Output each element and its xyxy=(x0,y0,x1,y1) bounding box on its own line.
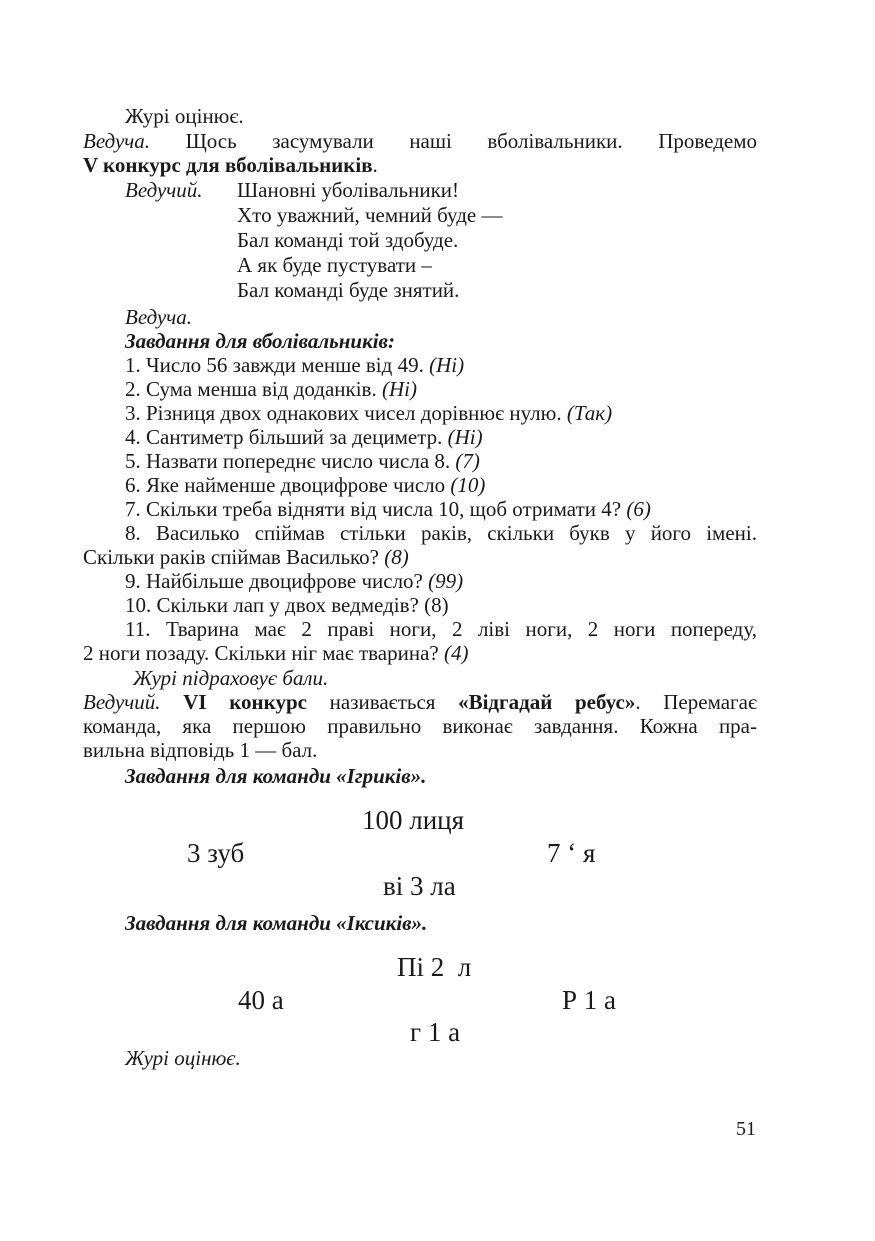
question-item: 8. Василько спіймав стільки раків, скільки букв у його імені. xyxy=(125,521,757,545)
contest-intro: Ведучий. VI конкурс називається «Відгадай ребус». Перемагає xyxy=(83,690,757,714)
team-heading-iksiks: Завдання для команди «Іксиків». xyxy=(125,911,428,935)
rebus-bottom: г 1 а xyxy=(410,1017,461,1047)
answer: (99) xyxy=(428,569,464,593)
question-item: 4. Сантиметр більший за дециметр. (Ні) xyxy=(125,425,483,449)
rebus-right: 7 ‘ я xyxy=(547,838,596,868)
answer: (Ні) xyxy=(447,425,483,449)
question-item: 11. Тварина має 2 праві ноги, 2 ліві ноги, 2 ноги попереду, xyxy=(125,617,757,641)
poem-line: Бал команді той здобуде. xyxy=(237,228,459,252)
question-item: 6. Яке найменше двоцифрове число (10) xyxy=(125,473,486,497)
rebus-top: Пі 2 л xyxy=(397,952,472,982)
host-line: Ведуча. Щось засумували наші вболівальники. Проведемо xyxy=(83,129,757,153)
question-item: 10. Скільки лап у двох ведмедів? (8) xyxy=(125,593,449,617)
contest-intro-line: команда, яка першою правильно виконає завдання. Кожна пра- xyxy=(83,714,757,738)
section-heading: Завдання для вболівальників: xyxy=(125,329,395,353)
question-item: 1. Число 56 завжди менше від 49. (Ні) xyxy=(125,353,465,377)
poem-line: Бал команді буде знятий. xyxy=(237,278,460,302)
question-item: 7. Скільки треба відняти від числа 10, щоб отримати 4? (6) xyxy=(125,497,651,521)
speaker-label: Ведуча. xyxy=(83,129,151,153)
answer: (8) xyxy=(384,545,409,569)
jury-note: Журі оцінює. xyxy=(125,1046,241,1070)
rebus-top: 100 лиця xyxy=(362,805,465,835)
answer: (6) xyxy=(626,497,651,521)
speaker-label: Ведучий. xyxy=(83,690,161,714)
speaker-label: Ведучий. xyxy=(125,178,203,202)
jury-note: Журі оцінює. xyxy=(125,104,244,128)
answer: (Так) xyxy=(566,401,613,425)
poem-line: Шановні уболівальники! xyxy=(237,178,460,202)
answer: (7) xyxy=(455,449,480,473)
team-heading-igriks: Завдання для команди «Ігриків». xyxy=(125,764,427,788)
contest-title: V конкурс для вболівальників. xyxy=(83,153,378,177)
question-item: 5. Назвати попереднє число числа 8. (7) xyxy=(125,449,480,473)
rebus-left: 3 зуб xyxy=(187,838,245,868)
speaker-label: Ведуча. xyxy=(125,305,193,329)
rebus-right: Р 1 а xyxy=(562,985,616,1015)
question-continuation: Скільки раків спіймав Василько? (8) xyxy=(83,545,409,569)
poem-line: Хто уважний, чемний буде — xyxy=(237,203,503,227)
question-item: 2. Сума менша від доданків. (Ні) xyxy=(125,377,417,401)
question-item: 9. Найбільше двоцифрове число? (99) xyxy=(125,569,464,593)
rebus-left: 40 а xyxy=(238,985,284,1015)
answer: (10) xyxy=(450,473,486,497)
question-item: 3. Різниця двох однакових чисел дорівнює нулю. (Так) xyxy=(125,401,613,425)
answer: (Ні) xyxy=(381,377,417,401)
answer: (4) xyxy=(444,641,469,665)
jury-note: Журі підраховує бали. xyxy=(133,666,329,690)
question-continuation: 2 ноги позаду. Скільки ніг має тварина? (4) xyxy=(83,641,469,665)
answer: (Ні) xyxy=(429,353,465,377)
contest-intro-line: вильна відповідь 1 — бал. xyxy=(83,738,318,762)
poem-line: А як буде пустувати – xyxy=(237,253,432,277)
page-number: 51 xyxy=(736,1118,756,1140)
rebus-bottom: ві 3 ла xyxy=(383,871,456,901)
